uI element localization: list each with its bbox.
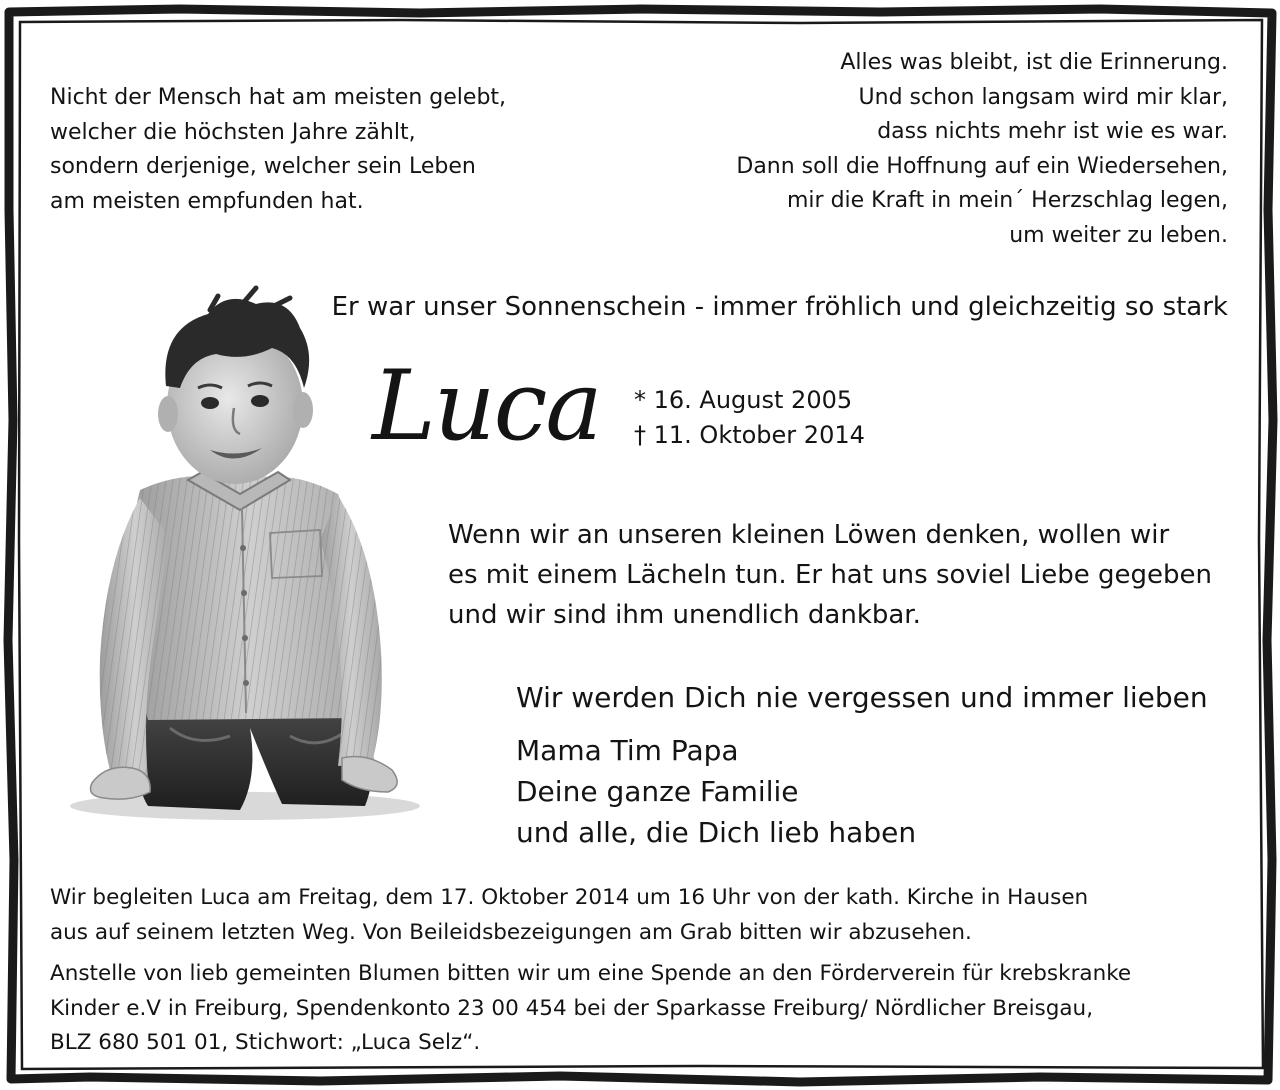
quote-right-line: Dann soll die Hoffnung auf ein Wiedersehen, [736,153,1228,179]
death-date: † 11. Oktober 2014 [634,421,865,449]
birth-date: * 16. August 2005 [634,386,853,414]
funeral-notice [50,881,1088,950]
funeral-notice-line: aus auf seinem letzten Weg. Von Beileidsbezeigungen am Grab bitten wir abzusehen. [50,919,972,945]
memorial-text-line: Wenn wir an unseren kleinen Löwen denken, wollen wir [448,520,1170,550]
quote-right-line: Und schon langsam wird mir klar, [858,84,1228,110]
funeral-notice-line: Wir begleiten Luca am Freitag, dem 17. Oktober 2014 um 16 Uhr von der kath. Kirche in Hausen [50,885,1089,910]
memorial-text [448,515,1212,635]
deceased-name: Luca [372,350,601,462]
headline: Er war unser Sonnenschein - immer fröhlich und gleichzeitig so stark [331,292,1228,322]
donation-notice [50,957,1131,1061]
family-line: Mama Tim Papa [516,734,739,767]
family-line: Deine ganze Familie [516,775,799,808]
family-line: und alle, die Dich lieb haben [516,816,917,849]
quote-left [50,81,506,219]
quote-right-line: um weiter zu leben. [1009,222,1228,248]
farewell-signature [516,677,1208,853]
quote-left-line: am meisten empfunden hat. [50,188,364,214]
quote-left-line: Nicht der Mensch hat am meisten gelebt, [50,85,507,110]
memorial-text-line: und wir sind ihm unendlich dankbar. [448,600,921,630]
quote-right-line: dass nichts mehr ist wie es war. [877,119,1228,144]
quote-right [736,46,1228,253]
donation-notice-line: Anstelle von lieb gemeinten Blumen bitten wir um eine Spende an den Förderverein für krebskranke [50,961,1132,986]
quote-left-line: welcher die höchsten Jahre zählt, [50,119,416,145]
donation-notice-line: BLZ 680 501 01, Stichwort: „Luca Selz“. [50,1030,481,1055]
quote-left-line: sondern derjenige, welcher sein Leben [50,154,476,179]
memorial-text-line: es mit einem Lächeln tun. Er hat uns soviel Liebe gegeben [448,560,1212,590]
quote-right-line: mir die Kraft in mein´ Herzschlag legen, [787,188,1228,213]
farewell-line: Wir werden Dich nie vergessen und immer lieben [516,681,1208,714]
donation-notice-line: Kinder e.V in Freiburg, Spendenkonto 23 00 454 bei der Sparkasse Freiburg/ Nördlicher Breisgau, [50,995,1094,1021]
life-dates [634,383,865,453]
quote-right-line: Alles was bleibt, ist die Erinnerung. [840,50,1228,75]
